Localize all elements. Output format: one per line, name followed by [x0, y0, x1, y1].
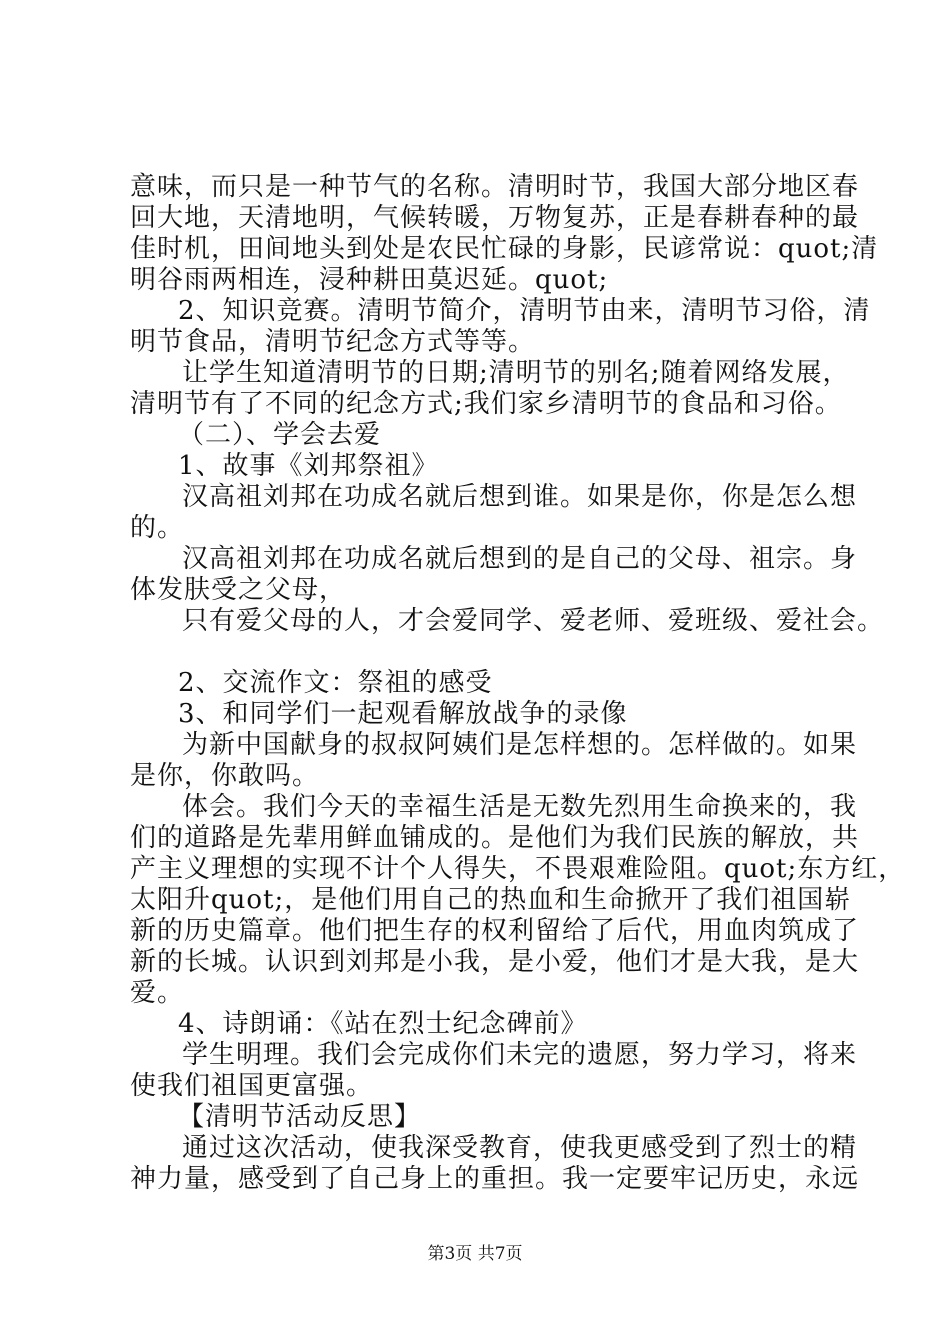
- text-line: 新的历史篇章。他们把生存的权利留给了后代，用血肉筑成了: [130, 916, 860, 946]
- text-line: 学生明理。我们会完成你们未完的遗愿，努力学习，将来: [182, 1040, 858, 1070]
- page-footer: 第3页 共7页: [427, 1244, 523, 1264]
- text-line: 2、知识竞赛。清明节简介，清明节由来，清明节习俗，清: [178, 296, 871, 326]
- text-line: 汉高祖刘邦在功成名就后想到的是自己的父母、祖宗。身: [182, 544, 858, 574]
- text-line: 为新中国献身的叔叔阿姨们是怎样想的。怎样做的。如果: [182, 730, 858, 760]
- text-line: 让学生知道清明节的日期;清明节的别名;随着网络发展，: [182, 358, 850, 388]
- blank-line: [130, 637, 830, 668]
- text-line: （二）、学会去爱: [178, 420, 382, 450]
- text-line: 佳时机，田间地头到处是农民忙碌的身影，民谚常说：quot;清: [130, 234, 879, 264]
- text-line: 只有爱父母的人，才会爱同学、爱老师、爱班级、爱社会。: [182, 606, 885, 636]
- text-line: 产主义理想的实现不计个人得失，不畏艰难险阻。quot;东方红，: [130, 854, 906, 884]
- text-line: 们的道路是先辈用鲜血铺成的。是他们为我们民族的解放，共: [130, 823, 860, 853]
- text-line: 意味，而只是一种节气的名称。清明时节，我国大部分地区春: [130, 172, 860, 202]
- text-line: 神力量，感受到了自己身上的重担。我一定要牢记历史，永远: [130, 1164, 860, 1194]
- text-line: 明谷雨两相连，浸种耕田莫迟延。quot;: [130, 265, 609, 295]
- text-line: 体发肤受之父母，: [130, 575, 347, 605]
- text-line: 体会。我们今天的幸福生活是无数先烈用生命换来的，我: [182, 792, 858, 822]
- text-line: 新的长城。认识到刘邦是小我，是小爱，他们才是大我，是大: [130, 947, 860, 977]
- text-line: 汉高祖刘邦在功成名就后想到谁。如果是你，你是怎么想: [182, 482, 858, 512]
- text-line: 的。: [130, 513, 185, 543]
- text-line: 2、交流作文：祭祖的感受: [178, 668, 493, 698]
- text-line: 明节食品，清明节纪念方式等等。: [130, 327, 536, 357]
- text-line: 清明节有了不同的纪念方式;我们家乡清明节的食品和习俗。: [130, 389, 842, 419]
- text-line: 【清明节活动反思】: [178, 1102, 422, 1132]
- text-line: 使我们祖国更富强。: [130, 1071, 374, 1101]
- text-line: 3、和同学们一起观看解放战争的录像: [178, 699, 628, 729]
- text-line: 通过这次活动，使我深受教育，使我更感受到了烈士的精: [182, 1133, 858, 1163]
- body-text: [130, 172, 906, 1195]
- text-line: 4、诗朗诵：《站在烈士纪念碑前》: [178, 1009, 588, 1039]
- text-line: 爱。: [130, 978, 185, 1008]
- text-line: 太阳升quot;，是他们用自己的热血和生命掀开了我们祖国崭: [130, 885, 852, 915]
- text-line: 回大地，天清地明，气候转暖，万物复苏，正是春耕春种的最: [130, 203, 860, 233]
- text-line: 1、故事《刘邦祭祖》: [178, 451, 439, 481]
- text-line: 是你，你敢吗。: [130, 761, 320, 791]
